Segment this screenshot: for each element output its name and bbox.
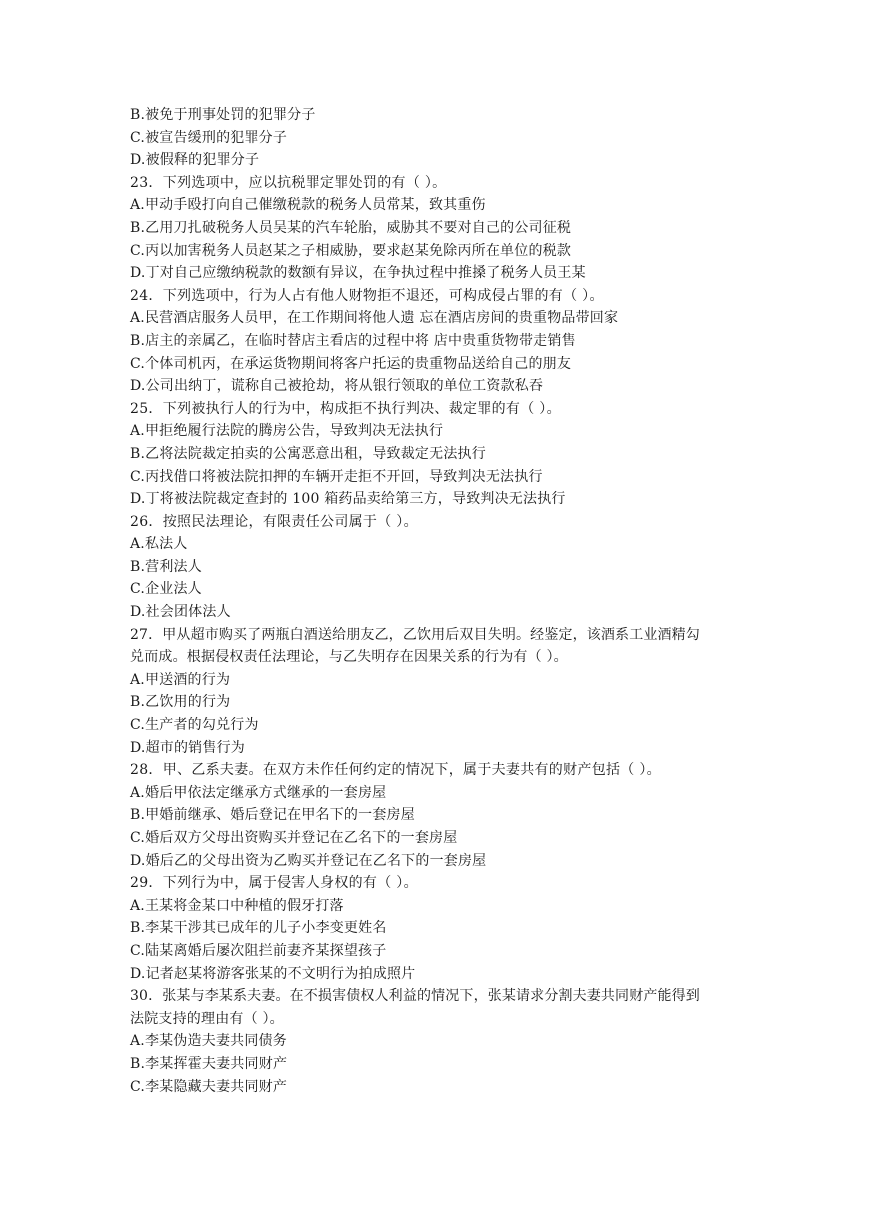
option-d-q23: D.丁对自己应缴纳税款的数额有异议，在争执过程中推搡了税务人员王某 (130, 265, 586, 282)
question-26: 26．按照民法理论，有限责任公司属于（ ）。 (130, 513, 418, 530)
option-d-q24: D.公司出纳丁，谎称自己被抢劫，将从银行领取的单位工资款私吞 (130, 378, 544, 395)
option-c-q24: C.个体司机丙，在承运货物期间将客户托运的贵重物品送给自己的朋友 (130, 355, 572, 372)
option-a-q30: A.李某伪造夫妻共同债务 (130, 1033, 287, 1050)
option-b-q23: B.乙用刀扎破税务人员吴某的汽车轮胎，威胁其不要对自己的公司征税 (130, 219, 572, 236)
question-23: 23．下列选项中，应以抗税罪定罪处罚的有（ ）。 (130, 174, 447, 191)
question-29: 29．下列行为中，属于侵害人身权的有（ ）。 (130, 875, 418, 892)
option-d-q25: D.丁将被法院裁定查封的 100 箱药品卖给第三方，导致判决无法执行 (130, 491, 566, 508)
question-27-continued: 兑而成。根据侵权责任法理论，与乙失明存在因果关系的行为有（ ）。 (130, 649, 568, 666)
question-27: 27．甲从超市购买了两瓶白酒送给朋友乙，乙饮用后双目失明。经鉴定，该酒系工业酒精勾 (130, 626, 700, 643)
question-30-continued: 法院支持的理由有（ ）。 (130, 1010, 284, 1027)
question-25: 25．下列被执行人的行为中，构成拒不执行判决、裁定罪的有（ ）。 (130, 400, 561, 417)
question-24: 24．下列选项中，行为人占有他人财物拒不退还，可构成侵占罪的有（ ）。 (130, 287, 604, 304)
option-a-q28: A.婚后甲依法定继承方式继承的一套房屋 (130, 784, 387, 801)
option-d-q29: D.记者赵某将游客张某的不文明行为拍成照片 (130, 965, 416, 982)
option-b-q22: B.被免于刑事处罚的犯罪分子 (130, 107, 316, 123)
option-c-q23: C.丙以加害税务人员赵某之子相威胁，要求赵某免除丙所在单位的税款 (130, 242, 572, 259)
option-b-q30: B.李某挥霍夫妻共同财产 (130, 1055, 288, 1072)
option-b-q27: B.乙饮用的行为 (130, 694, 231, 711)
option-c-q27: C.生产者的勾兑行为 (130, 717, 259, 734)
question-30: 30．张某与李某系夫妻。在不损害债权人利益的情况下，张某请求分割夫妻共同财产能得到 (130, 988, 700, 1005)
option-c-q29: C.陆某离婚后屡次阻拦前妻齐某探望孩子 (130, 942, 387, 959)
option-d-q28: D.婚后乙的父母出资为乙购买并登记在乙名下的一套房屋 (130, 852, 487, 869)
option-c-q28: C.婚后双方父母出资购买并登记在乙名下的一套房屋 (130, 830, 458, 846)
option-a-q23: A.甲动手殴打向自己催缴税款的税务人员常某，致其重伤 (130, 197, 486, 214)
option-c-q22: C.被宣告缓刑的犯罪分子 (130, 129, 288, 146)
option-a-q25: A.甲拒绝履行法院的腾房公告，导致判决无法执行 (130, 423, 444, 440)
option-a-q27: A.甲送酒的行为 (130, 671, 231, 688)
option-c-q26: C.企业法人 (130, 581, 202, 598)
option-a-q26: A.私法人 (130, 536, 188, 553)
option-b-q25: B.乙将法院裁定拍卖的公寓恶意出租，导致裁定无法执行 (130, 445, 486, 462)
option-a-q29: A.王某将金某口中种植的假牙打落 (130, 897, 344, 914)
option-b-q26: B.营利法人 (130, 558, 202, 575)
option-a-q24: A.民营酒店服务人员甲，在工作期间将他人遗 忘在酒店房间的贵重物品带回家 (130, 310, 619, 327)
option-b-q24: B.店主的亲属乙，在临时替店主看店的过程中将 店中贵重货物带走销售 (130, 332, 576, 349)
document-page (130, 104, 770, 1098)
option-b-q28: B.甲婚前继承、婚后登记在甲名下的一套房屋 (130, 807, 415, 824)
option-d-q27: D.超市的销售行为 (130, 739, 245, 756)
option-b-q29: B.李某干涉其已成年的儿子小李变更姓名 (130, 920, 387, 937)
option-c-q30: C.李某隐藏夫妻共同财产 (130, 1078, 288, 1095)
question-28: 28．甲、乙系夫妻。在双方未作任何约定的情况下，属于夫妻共有的财产包括（ ）。 (130, 762, 661, 779)
option-c-q25: C.丙找借口将被法院扣押的车辆开走拒不开回，导致判决无法执行 (130, 468, 543, 485)
option-d-q26: D.社会团体法人 (130, 604, 231, 621)
option-d-q22: D.被假释的犯罪分子 (130, 152, 260, 169)
